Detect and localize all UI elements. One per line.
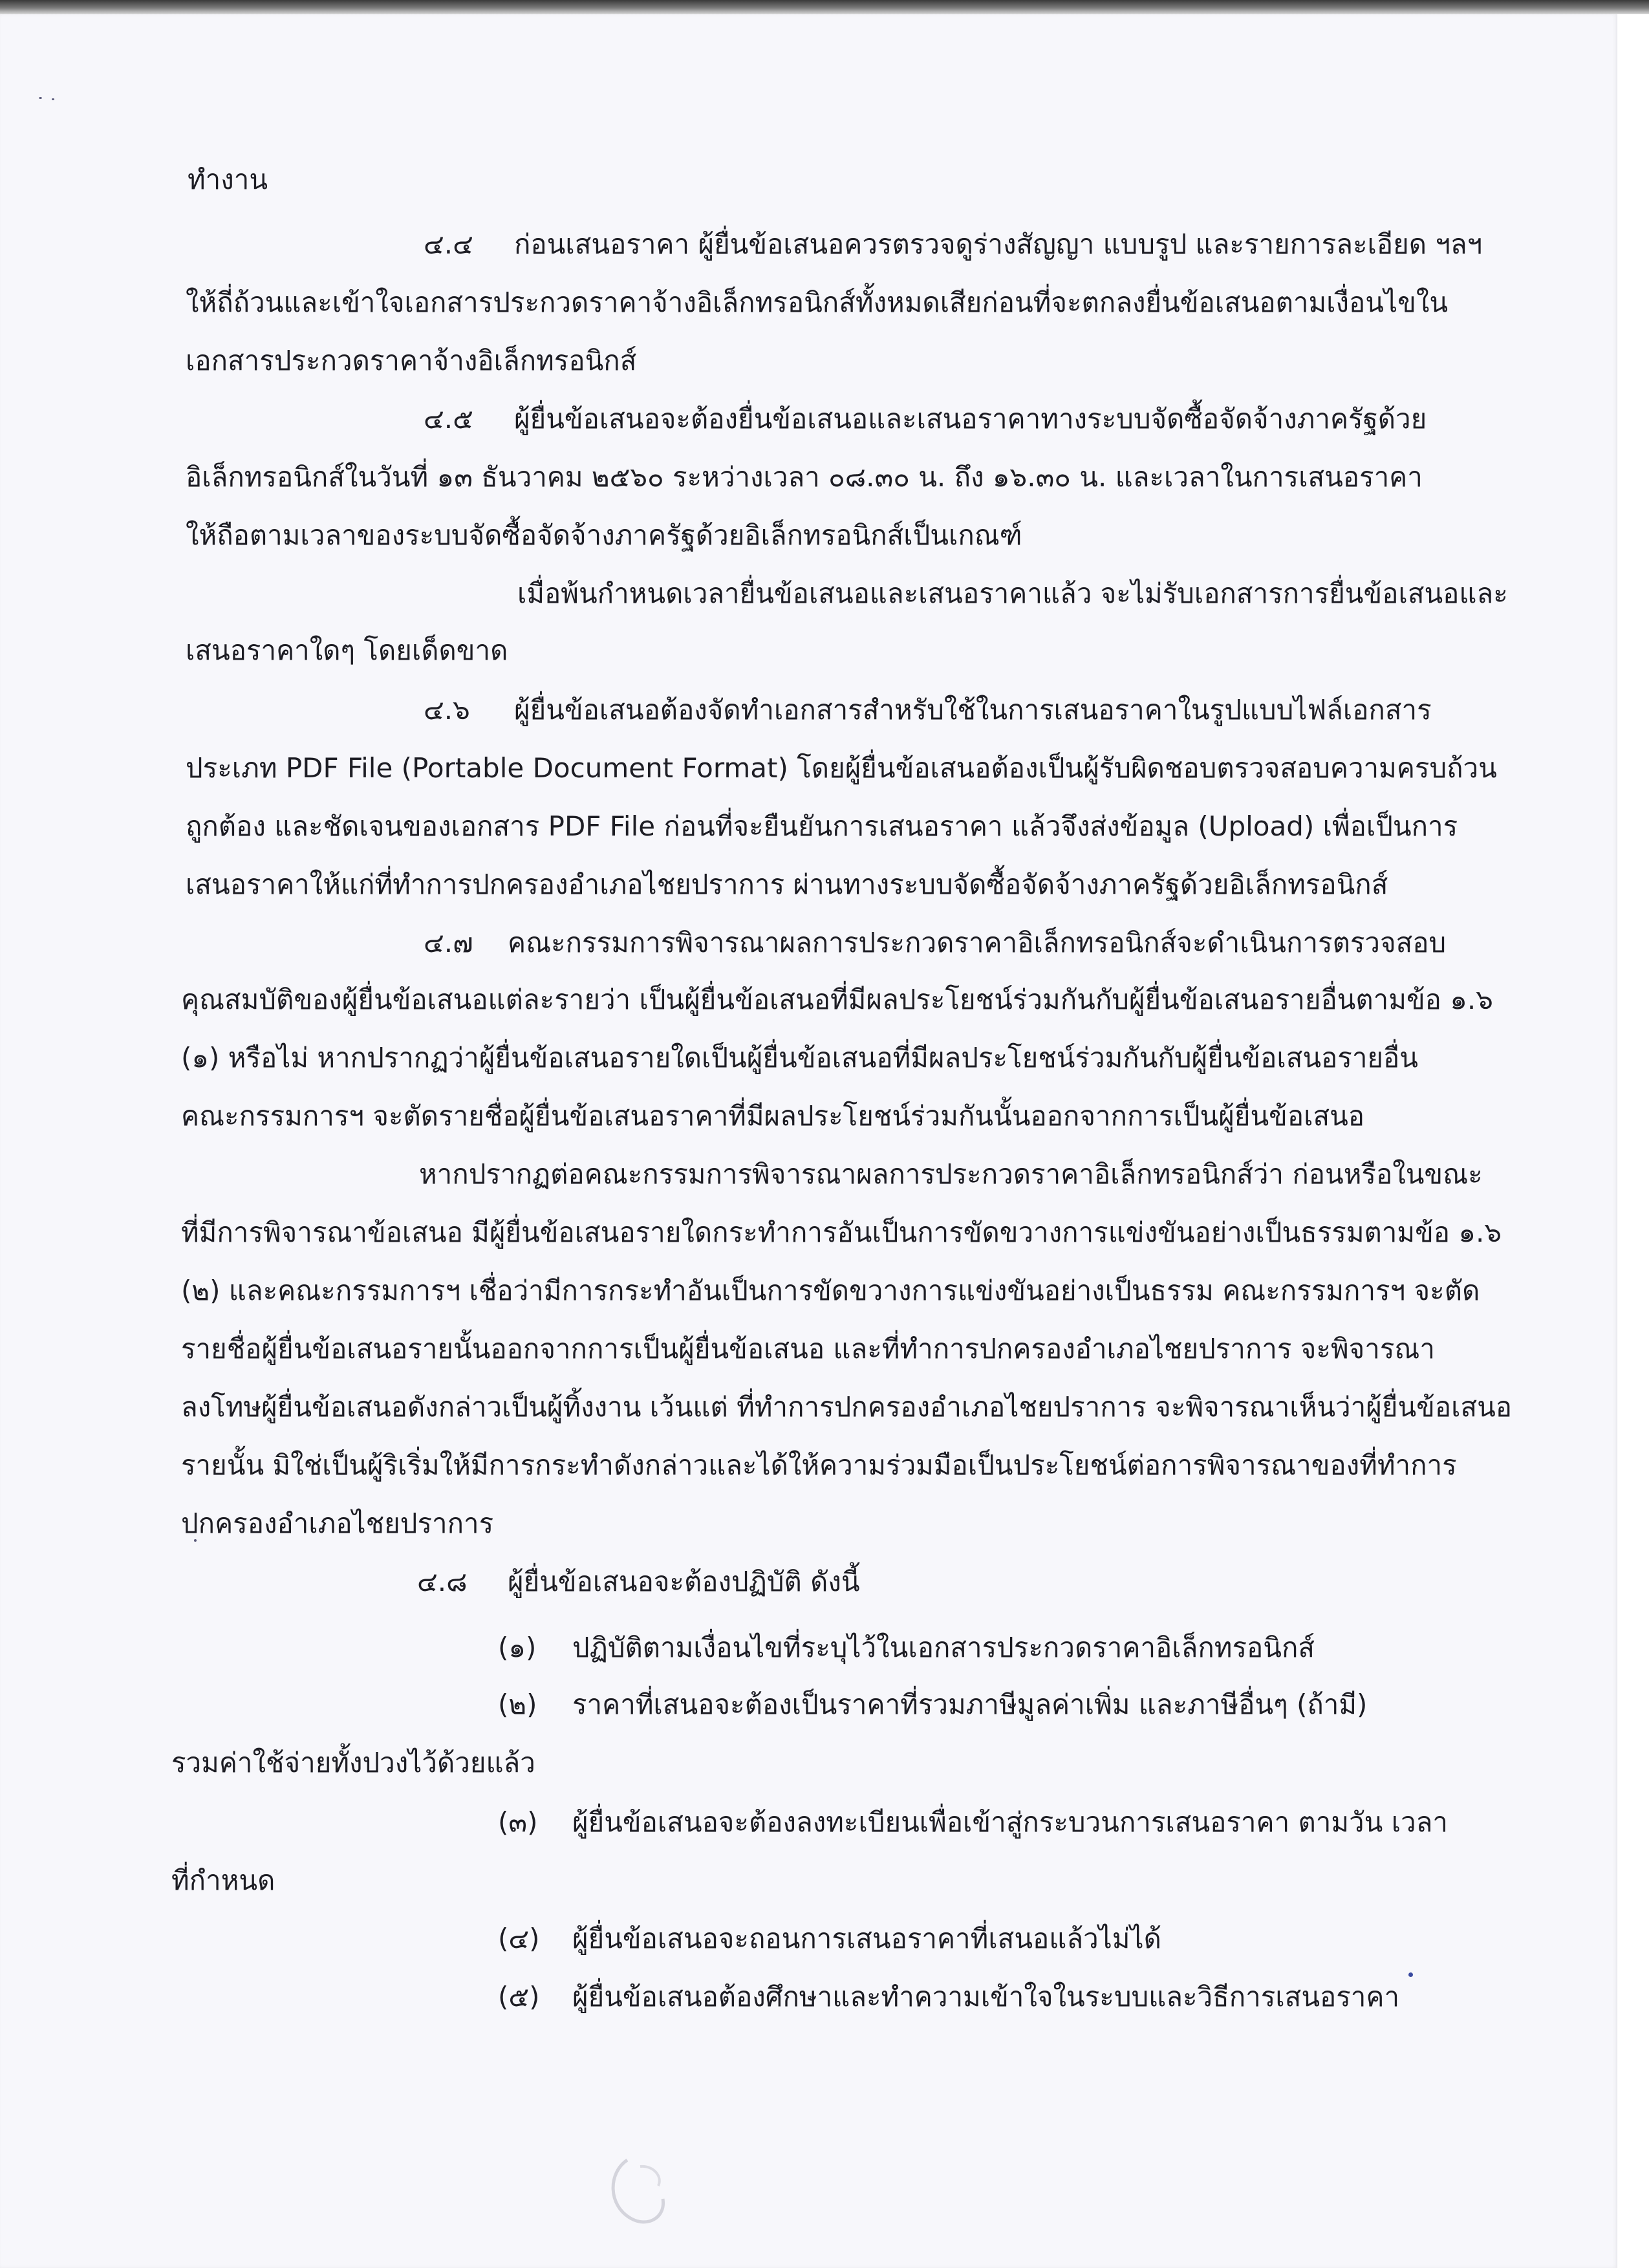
text-line: ผู้ยื่นข้อเสนอจะต้องปฏิบัติ ดังนี้ [508,1566,860,1597]
text-line: (๑) หรือไม่ หากปรากฏว่าผู้ยื่นข้อเสนอรายใดเป็นผู้ยื่นข้อเสนอที่มีผลประโยชน์ร่วมกันกับผู้ยื่นข้อเสนอรายอื่น [181,1042,1418,1074]
text-line: ผู้ยื่นข้อเสนอจะต้องยื่นข้อเสนอและเสนอราคาทางระบบจัดซื้อจัดจ้างภาครัฐด้วย [514,403,1427,435]
text-line: ปกครองอำเภอไชยปราการ [181,1507,494,1539]
item-number: (๓) [498,1806,538,1838]
scan-artifact-mark [601,2147,692,2238]
text-line: หากปรากฏต่อคณะกรรมการพิจารณาผลการประกวดราคาอิเล็กทรอนิกส์ว่า ก่อนหรือในขณะ [419,1158,1483,1190]
clause-number: ๔.๕ [424,403,473,435]
text-line: ให้ถี่ถ้วนและเข้าใจเอกสารประกวดราคาจ้างอิเล็กทรอนิกส์ทั้งหมดเสียก่อนที่จะตกลงยื่นข้อเสนอตามเงื่อนไขใน [186,286,1449,318]
text-line: ผู้ยื่นข้อเสนอจะต้องลงทะเบียนเพื่อเข้าสู่กระบวนการเสนอราคา ตามวัน เวลา [572,1806,1448,1838]
item-number: (๔) [498,1923,540,1954]
text-line: ลงโทษผู้ยื่นข้อเสนอดังกล่าวเป็นผู้ทิ้งงาน เว้นแต่ ที่ทำการปกครองอำเภอไชยปราการ จะพิจารณาเห็นว่าผู้ยื่นข้อเสนอ [181,1391,1513,1423]
item-number: (๑) [498,1632,537,1663]
scan-right-margin [1617,14,1649,2268]
text-line: คณะกรรมการพิจารณาผลการประกวดราคาอิเล็กทรอนิกส์จะดำเนินการตรวจสอบ [508,927,1447,958]
clause-number: ๔.๗ [424,927,473,958]
text-line: รายนั้น มิใช่เป็นผู้ริเริ่มให้มีการกระทำดังกล่าวและได้ให้ความร่วมมือเป็นประโยชน์ต่อการพิจารณาของที่ทำการ [181,1449,1457,1481]
text-line: ที่มีการพิจารณาข้อเสนอ มีผู้ยื่นข้อเสนอรายใดกระทำการอันเป็นการขัดขวางการแข่งขันอย่างเป็นธรรมตามข้อ ๑.๖ [181,1216,1502,1248]
text-line: ผู้ยื่นข้อเสนอต้องศึกษาและทำความเข้าใจในระบบและวิธีการเสนอราคา [572,1981,1400,2013]
text-line: รายชื่อผู้ยื่นข้อเสนอรายนั้นออกจากการเป็นผู้ยื่นข้อเสนอ และที่ทำการปกครองอำเภอไชยปราการ จะพิจารณา [181,1333,1435,1365]
clause-number: ๔.๔ [424,228,473,260]
text-line: ผู้ยื่นข้อเสนอต้องจัดทำเอกสารสำหรับใช้ในการเสนอราคาในรูปแบบไฟล์เอกสาร [514,694,1432,726]
text-line: ผู้ยื่นข้อเสนอจะถอนการเสนอราคาที่เสนอแล้วไม่ได้ [572,1923,1161,1954]
scan-speck [1408,1972,1413,1977]
text-line: อิเล็กทรอนิกส์ในวันที่ ๑๓ ธันวาคม ๒๕๖๐ ระหว่างเวลา ๐๘.๓๐ น. ถึง ๑๖.๓๐ น. และเวลาในการเสนอราคา [186,461,1423,493]
text-line: เสนอราคาใดๆ โดยเด็ดขาด [186,634,508,666]
item-number: (๕) [498,1981,540,2013]
text-line: ที่กำหนด [171,1864,275,1896]
scan-speck [52,98,54,100]
scan-top-edge [0,0,1649,14]
text-line: ราคาที่เสนอจะต้องเป็นราคาที่รวมภาษีมูลค่าเพิ่ม และภาษีอื่นๆ (ถ้ามี) [572,1689,1368,1720]
text-line: ถูกต้อง และชัดเจนของเอกสาร PDF File ก่อนที่จะยืนยันการเสนอราคา แล้วจึงส่งข้อมูล (Upload) เพื่อเป็นการ [186,810,1458,842]
text-line: (๒) และคณะกรรมการฯ เชื่อว่ามีการกระทำอันเป็นการขัดขวางการแข่งขันอย่างเป็นธรรม คณะกรรมการฯ จะตัด [181,1275,1480,1306]
item-number: (๒) [498,1689,537,1720]
text-line: เอกสารประกวดราคาจ้างอิเล็กทรอนิกส์ [186,345,637,376]
text-line: ทำงาน [188,164,268,195]
text-line: รวมค่าใช้จ่ายทั้งปวงไว้ด้วยแล้ว [171,1747,535,1778]
text-line: ปฏิบัติตามเงื่อนไขที่ระบุไว้ในเอกสารประกวดราคาอิเล็กทรอนิกส์ [572,1632,1315,1663]
scan-speck [39,97,42,99]
text-line: ให้ถือตามเวลาของระบบจัดซื้อจัดจ้างภาครัฐด้วยอิเล็กทรอนิกส์เป็นเกณฑ์ [186,519,1022,551]
text-line: เมื่อพ้นกำหนดเวลายื่นข้อเสนอและเสนอราคาแล้ว จะไม่รับเอกสารการยื่นข้อเสนอและ [517,578,1508,609]
clause-number: ๔.๖ [424,694,470,726]
text-line: ประเภท PDF File (Portable Document Format) โดยผู้ยื่นข้อเสนอต้องเป็นผู้รับผิดชอบตรวจสอบความครบถ้วน [186,752,1497,784]
text-line: คุณสมบัติของผู้ยื่นข้อเสนอแต่ละรายว่า เป็นผู้ยื่นข้อเสนอที่มีผลประโยชน์ร่วมกันกับผู้ยื่นข้อเสนอรายอื่นตามข้อ ๑.๖ [181,984,1493,1015]
text-line: เสนอราคาให้แก่ที่ทำการปกครองอำเภอไชยปราการ ผ่านทางระบบจัดซื้อจัดจ้างภาครัฐด้วยอิเล็กทรอนิกส์ [186,869,1388,900]
clause-number: ๔.๘ [417,1566,468,1597]
text-line: ก่อนเสนอราคา ผู้ยื่นข้อเสนอควรตรวจดูร่างสัญญา แบบรูป และรายการละเอียด ฯลฯ [514,228,1483,260]
text-line: คณะกรรมการฯ จะตัดรายชื่อผู้ยื่นข้อเสนอราคาที่มีผลประโยชน์ร่วมกันนั้นออกจากการเป็นผู้ยื่นข้อเสนอ [181,1100,1365,1132]
